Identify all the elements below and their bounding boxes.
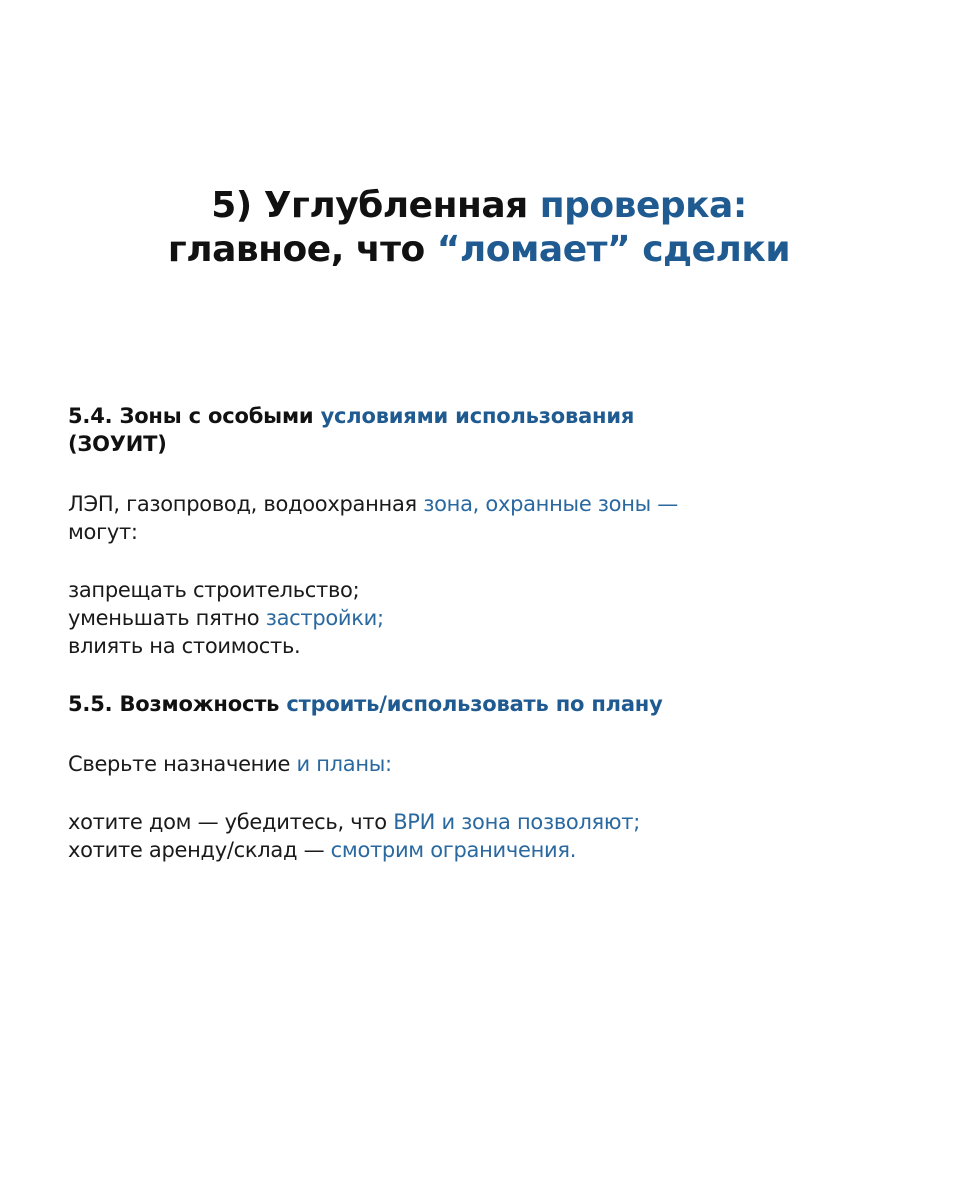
section-5-5-intro-accent: и планы:: [296, 752, 392, 776]
list-item: уменьшать пятно застройки;: [68, 606, 384, 630]
section-5-4: [68, 402, 908, 660]
title-line-2-accent-2: сделки: [630, 229, 791, 271]
section-5-4-heading-line-2: (ЗОУИТ): [68, 432, 167, 456]
list-item: хотите аренду/склад — смотрим ограничения.: [68, 838, 577, 862]
title-line-1-accent: проверка:: [539, 185, 747, 227]
list-item: влиять на стоимость.: [68, 634, 301, 658]
section-5-4-heading-accent: условиями использования: [320, 404, 635, 428]
section-5-4-list: [68, 576, 908, 660]
section-5-5-intro-line: [68, 750, 908, 778]
title-line-1: [0, 184, 958, 228]
title-line-2-plain: главное, что: [167, 229, 437, 271]
list-item: хотите дом — убедитесь, что ВРИ и зона позволяют;: [68, 810, 640, 834]
content: [68, 402, 908, 864]
title-line-1-plain: 5) Углубленная: [211, 185, 540, 227]
section-5-4-intro-line-2: могут:: [68, 520, 138, 544]
section-5-5-intro-plain: Сверьте назначение: [68, 752, 297, 776]
title-line-2: [0, 228, 958, 272]
section-5-5-intro: [68, 750, 908, 778]
section-5-4-intro-accent: зона, охранные зоны —: [423, 492, 679, 516]
section-5-4-intro-plain: ЛЭП, газопровод, водоохранная: [68, 492, 424, 516]
section-5-5: [68, 690, 908, 864]
section-5-5-heading: [68, 690, 908, 718]
section-5-4-heading-plain: 5.4. Зоны с особыми: [68, 404, 321, 428]
section-5-5-heading-plain: 5.5. Возможность: [68, 692, 287, 716]
page-title: [0, 184, 958, 272]
list-item: запрещать строительство;: [68, 578, 360, 602]
section-5-5-heading-accent: строить/использовать по плану: [286, 692, 663, 716]
section-5-4-intro-line-1: [68, 490, 908, 518]
section-5-4-intro: [68, 490, 908, 546]
section-5-4-heading: [68, 402, 908, 458]
section-5-5-heading-line: [68, 690, 908, 718]
section-5-4-heading-line-1: [68, 402, 908, 430]
title-line-2-accent: “ломает”: [436, 229, 631, 271]
section-5-5-list: [68, 808, 908, 864]
